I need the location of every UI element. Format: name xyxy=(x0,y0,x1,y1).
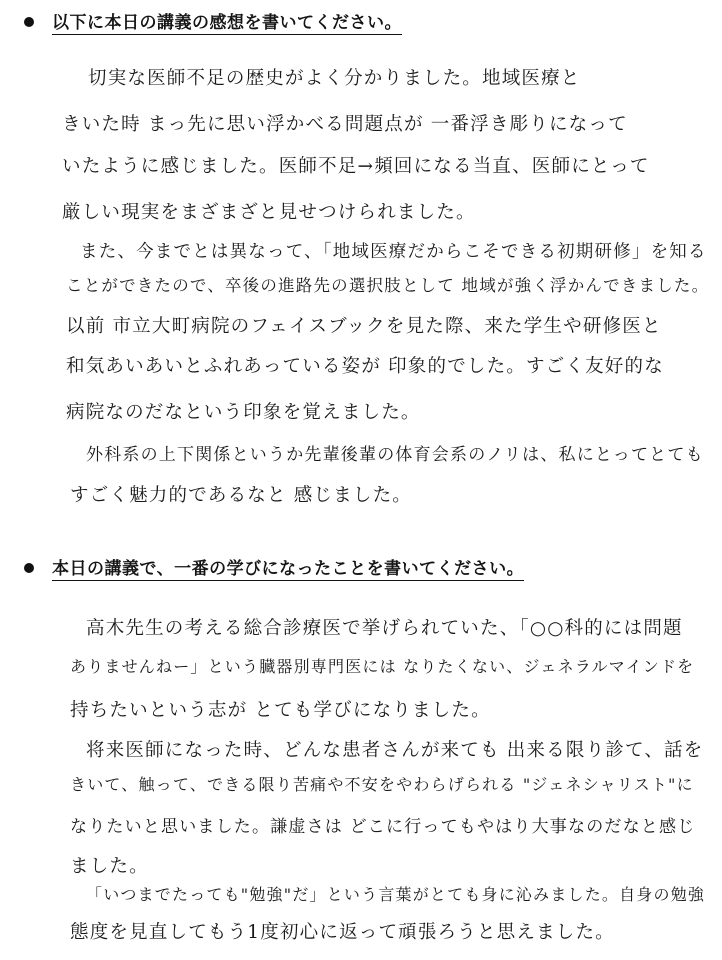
handwritten-line: ました。 xyxy=(70,856,149,877)
handwritten-line: きいて、触って、できる限り苦痛や不安をやわらげられる "ジェネシャリスト"に xyxy=(70,775,694,794)
bullet-icon xyxy=(24,563,34,573)
handwritten-line: 「いつまでたっても"勉強"だ」という言葉がとても身に沁みました。自身の勉強 xyxy=(86,885,706,904)
handwritten-line: 以前 市立大町病院のフェイスブックを見た際、来た学生や研修医と xyxy=(66,316,662,337)
handwritten-line: 将来医師になった時、どんな患者さんが来ても 出来る限り診て、話を xyxy=(86,740,704,761)
handwritten-line: 切実な医師不足の歴史がよく分かりました。地域医療と xyxy=(88,68,581,89)
handwritten-line: また、今までとは異なって、「地域医療だからこそできる初期研修」を知る xyxy=(80,242,707,262)
handwritten-line: 態度を見直してもう1度初心に返って頑張ろうと思えました。 xyxy=(70,922,615,943)
handwritten-line: すごく魅力的であるなと 感じました。 xyxy=(70,485,412,506)
handwritten-line: 厳しい現実をまざまざと見せつけられました。 xyxy=(62,202,476,223)
handwritten-line: 和気あいあいとふれあっている姿が 印象的でした。すごく友好的な xyxy=(66,356,664,377)
bullet-icon xyxy=(24,17,34,27)
handwritten-line: 高木先生の考える総合診療医で挙げられていた、「○○科的には問題 xyxy=(86,618,683,639)
section1-heading xyxy=(24,8,402,35)
section2-heading-text: 本日の講義で、一番の学びになったことを書いてください。 xyxy=(52,554,524,581)
handwritten-line: ありませんねー」という臓器別専門医には なりたくない、ジェネラルマインドを xyxy=(70,657,695,676)
handwritten-line: 病院なのだなという印象を覚えました。 xyxy=(66,402,421,423)
handwritten-line: なりたいと思いました。謙虚さは どこに行ってもやはり大事なのだなと感じ xyxy=(70,817,696,837)
handwritten-line: いたように感じました。医師不足→頻回になる当直、医師にとって xyxy=(62,156,650,177)
section1-heading-text: 以下に本日の講義の感想を書いてください。 xyxy=(52,8,402,35)
handwritten-line: 外科系の上下関係というか先輩後輩の体育会系のノリは、私にとってとても xyxy=(86,445,704,465)
handwritten-line: 持ちたいという志が とても学びになりました。 xyxy=(70,700,491,721)
handwritten-line: ことができたので、卒後の進路先の選択肢として 地域が強く浮かんできました。 xyxy=(66,276,710,295)
section2-heading xyxy=(24,554,524,581)
handwritten-line: きいた時 まっ先に思い浮かべる問題点が 一番浮き彫りになって xyxy=(62,114,628,135)
